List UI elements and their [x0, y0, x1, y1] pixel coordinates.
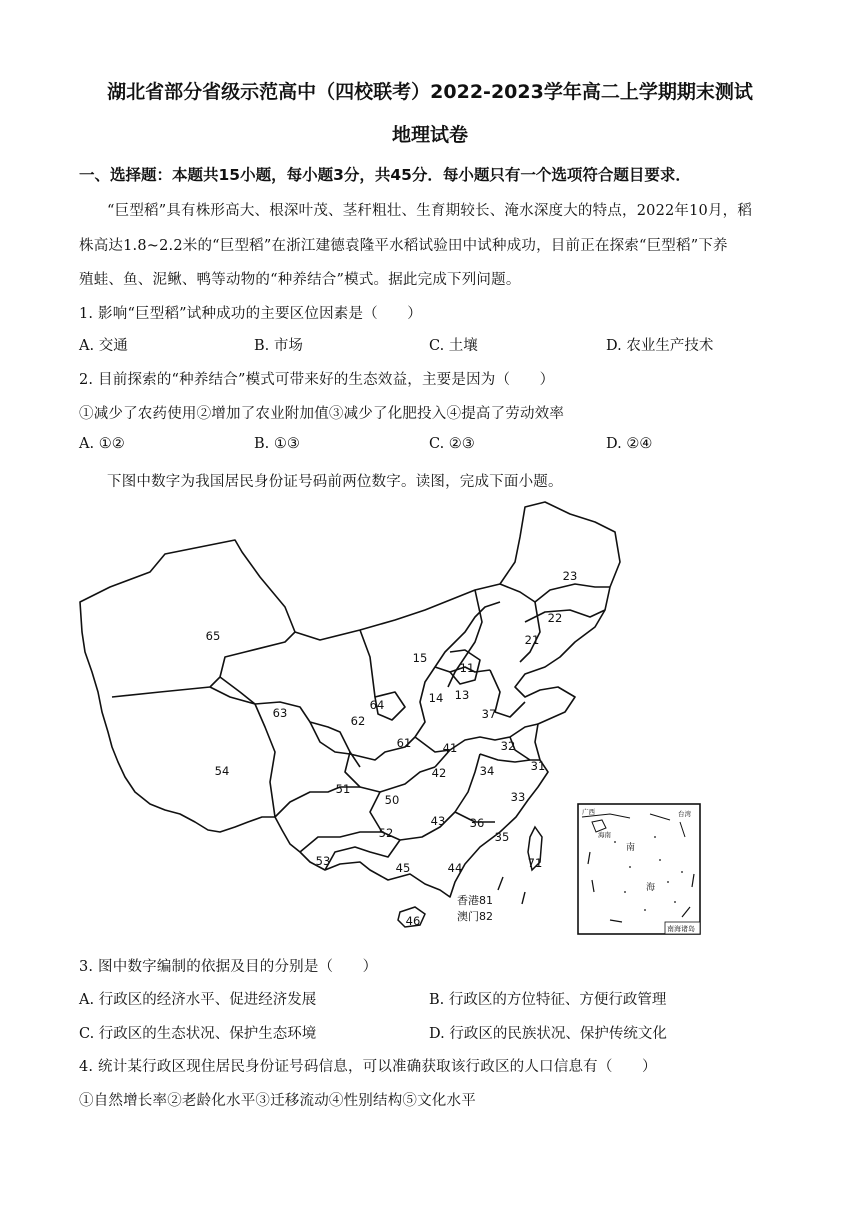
china-id-code-map — [70, 492, 710, 937]
question-stem: 4. 统计某行政区现住居民身份证号码信息，可以准确获取该行政区的人口信息有（ ） — [79, 1059, 657, 1075]
code-label: 34 — [479, 764, 495, 778]
code-label: 43 — [430, 814, 446, 828]
code-label: 53 — [315, 854, 331, 868]
code-label: 32 — [500, 739, 516, 753]
code-label: 44 — [447, 861, 463, 875]
code-label: 51 — [335, 782, 351, 796]
title-line-2: 地理试卷 — [391, 124, 468, 146]
code-label: 61 — [396, 736, 412, 750]
section-heading: 一、选择题：本题共15小题，每小题3分，共45分．每小题只有一个选项符合题目要求． — [79, 166, 691, 184]
question-items: ①减少了农药使用②增加了农业附加值③减少了化肥投入④提高了劳动效率 — [79, 406, 565, 422]
option-b: B. 市场 — [254, 338, 303, 354]
option-d: D. 农业生产技术 — [606, 338, 714, 354]
option-a: A. 行政区的经济水平、促进经济发展 — [79, 992, 317, 1008]
code-label: 23 — [562, 569, 578, 583]
code-label: 63 — [272, 706, 288, 720]
code-label: 31 — [530, 759, 546, 773]
code-label: 52 — [378, 826, 394, 840]
option-c: C. 土壤 — [429, 338, 478, 354]
question-stem: 3. 图中数字编制的依据及目的分别是（ ） — [79, 959, 378, 975]
inset-label: 海 — [646, 883, 656, 893]
passage-line: 殖蛙、鱼、泥鳅、鸭等动物的“种养结合”模式。据此完成下列问题。 — [79, 272, 521, 288]
inset-label: 南海诸岛 — [667, 925, 695, 933]
code-label: 50 — [384, 793, 400, 807]
code-label: 14 — [428, 691, 444, 705]
code-label: 54 — [214, 764, 230, 778]
code-label: 22 — [547, 611, 563, 625]
code-label: 21 — [524, 633, 540, 647]
code-label: 42 — [431, 766, 447, 780]
option-c: C. ②③ — [429, 436, 475, 452]
code-label: 15 — [412, 651, 428, 665]
code-label: 64 — [369, 698, 385, 712]
macau-label: 澳门82 — [457, 910, 493, 923]
code-label: 45 — [395, 861, 411, 875]
code-label: 46 — [405, 914, 421, 928]
code-label: 11 — [459, 661, 475, 675]
option-d: D. 行政区的民族状况、保护传统文化 — [429, 1026, 667, 1042]
code-label: 65 — [205, 629, 221, 643]
passage-line: 株高达1.8~2.2米的“巨型稻”在浙江建德袁隆平水稻试验田中试种成功，目前正在探索“巨型稻”下养 — [79, 238, 728, 254]
option-a: A. ①② — [79, 436, 125, 452]
option-b: B. 行政区的方位特征、方便行政管理 — [429, 992, 667, 1008]
inset-label: 广西 — [582, 808, 595, 816]
question-items: ①自然增长率②老龄化水平③迁移流动④性别结构⑤文化水平 — [79, 1093, 476, 1109]
title-line-1: 湖北省部分省级示范高中（四校联考）2022-2023学年高二上学期期末测试 — [107, 81, 753, 103]
code-label: 62 — [350, 714, 366, 728]
inset-label: 台湾 — [678, 810, 691, 818]
code-label: 35 — [494, 830, 510, 844]
code-label: 41 — [442, 741, 458, 755]
code-label: 71 — [527, 856, 543, 870]
code-label: 36 — [469, 816, 485, 830]
option-d: D. ②④ — [606, 436, 653, 452]
code-label: 33 — [510, 790, 526, 804]
passage-line: “巨型稻”具有株形高大、根深叶茂、茎秆粗壮、生育期较长、淹水深度大的特点，2022年10月，稻 — [107, 203, 753, 219]
inset-label: 南 — [626, 843, 636, 853]
passage-2: 下图中数字为我国居民身份证号码前两位数字。读图，完成下面小题。 — [107, 474, 563, 490]
china-outline — [80, 502, 620, 897]
option-b: B. ①③ — [254, 436, 300, 452]
code-label: 37 — [481, 707, 497, 721]
code-label: 13 — [454, 688, 470, 702]
south-china-sea-inset — [578, 804, 700, 934]
hong-kong-label: 香港81 — [457, 894, 493, 907]
question-stem: 1. 影响“巨型稻”试种成功的主要区位因素是（ ） — [79, 306, 422, 322]
option-c: C. 行政区的生态状况、保护生态环境 — [79, 1026, 317, 1042]
inset-label: 海南 — [598, 831, 611, 839]
question-stem: 2. 目前探索的“种养结合”模式可带来好的生态效益，主要是因为（ ） — [79, 372, 555, 388]
option-a: A. 交通 — [79, 338, 128, 354]
